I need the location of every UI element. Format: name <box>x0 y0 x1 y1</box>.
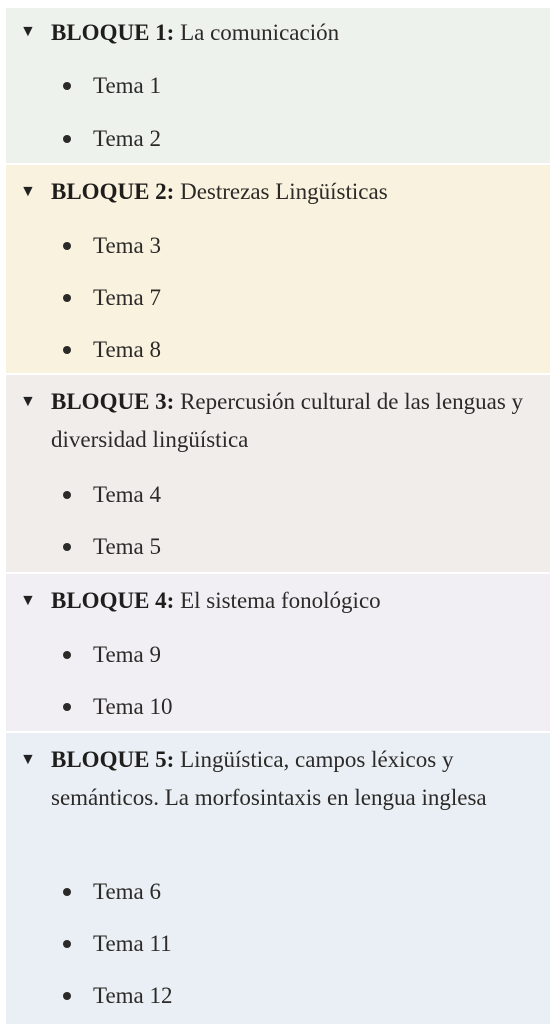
topic-item[interactable] <box>6 529 306 569</box>
topic-label: Tema 10 <box>93 694 173 719</box>
bloque-1-label: BLOQUE 1: <box>51 20 175 45</box>
bullet-icon <box>63 940 71 948</box>
topic-label: Tema 7 <box>93 285 162 310</box>
bloque-2-title: Destrezas Lingüísticas <box>180 179 388 204</box>
topic-label: Tema 8 <box>93 337 162 362</box>
bloque-2-label: BLOQUE 2: <box>51 179 175 204</box>
topic-item[interactable] <box>6 874 306 914</box>
bloque-3-label: BLOQUE 3: <box>51 389 175 414</box>
topic-label: Tema 12 <box>93 983 173 1008</box>
bloque-4-label: BLOQUE 4: <box>51 588 175 613</box>
bloque-1 <box>6 8 550 163</box>
bloque-5-label: BLOQUE 5: <box>51 747 175 772</box>
topic-label: Tema 6 <box>93 879 162 904</box>
topic-item[interactable] <box>6 978 306 1018</box>
triangle-down-icon: ▼ <box>20 183 36 200</box>
topic-item[interactable] <box>6 477 306 517</box>
topic-label: Tema 11 <box>93 931 172 956</box>
bullet-icon <box>63 703 71 711</box>
triangle-down-icon: ▼ <box>20 592 36 609</box>
bloque-3-title: Repercusión cultural de las lenguas y diversidad lingüística <box>51 389 524 452</box>
triangle-down-icon: ▼ <box>20 23 36 40</box>
bullet-icon <box>63 294 71 302</box>
bullet-icon <box>63 346 71 354</box>
bloque-4-title: El sistema fonológico <box>180 588 381 613</box>
topic-label: Tema 1 <box>93 73 162 98</box>
bullet-icon <box>63 491 71 499</box>
bullet-icon <box>63 242 71 250</box>
topic-item[interactable] <box>6 280 306 320</box>
topic-item[interactable] <box>6 332 306 372</box>
bloque-2 <box>6 165 550 373</box>
topic-item[interactable] <box>6 121 306 161</box>
topic-item[interactable] <box>6 68 306 108</box>
bullet-icon <box>63 992 71 1000</box>
bloque-5 <box>6 733 550 1024</box>
topic-label: Tema 5 <box>93 534 162 559</box>
topic-label: Tema 3 <box>93 233 162 258</box>
bloque-4 <box>6 574 550 731</box>
bullet-icon <box>63 543 71 551</box>
topic-item[interactable] <box>6 926 306 966</box>
bullet-icon <box>63 888 71 896</box>
bloque-5-title: Lingüística, campos léxicos y semánticos. La morfosintaxis en lengua inglesa <box>51 747 487 810</box>
topic-label: Tema 4 <box>93 482 162 507</box>
triangle-down-icon: ▼ <box>20 751 36 768</box>
topic-item[interactable] <box>6 228 306 268</box>
topic-label: Tema 2 <box>93 126 162 151</box>
topic-item[interactable] <box>6 637 306 677</box>
topic-item[interactable] <box>6 689 306 729</box>
bloque-3 <box>6 375 550 572</box>
bullet-icon <box>63 651 71 659</box>
topic-label: Tema 9 <box>93 642 162 667</box>
triangle-down-icon: ▼ <box>20 393 36 410</box>
bloque-1-title: La comunicación <box>180 20 340 45</box>
bullet-icon <box>63 135 71 143</box>
bullet-icon <box>63 82 71 90</box>
